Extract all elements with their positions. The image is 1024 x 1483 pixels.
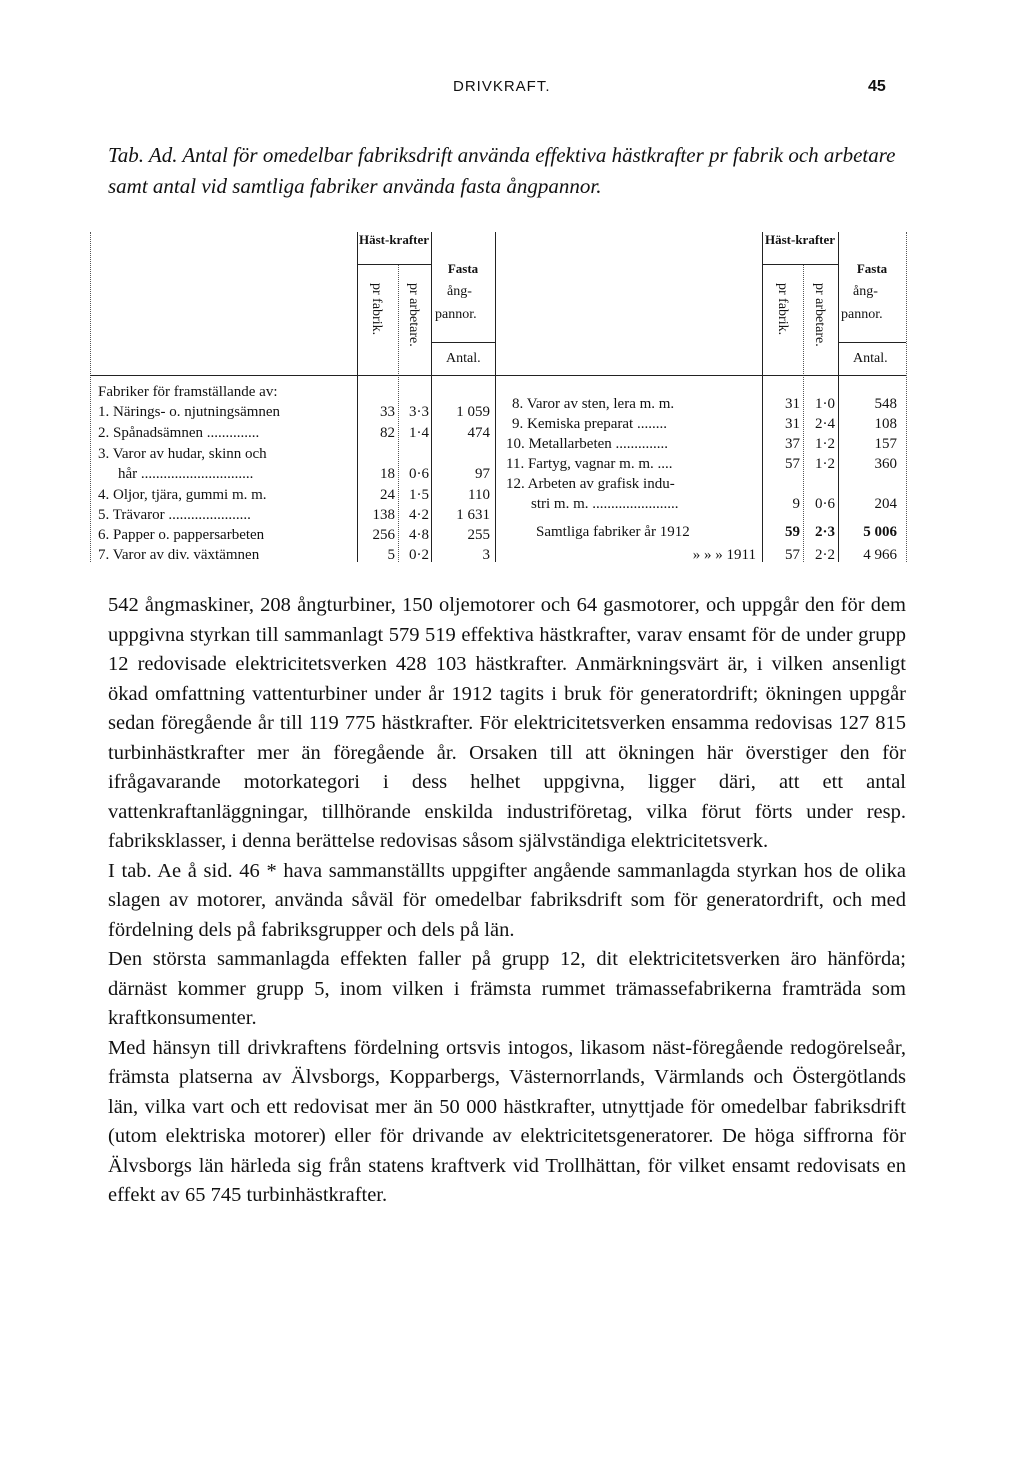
cell-pr-arbetare: 1·5 <box>409 487 429 503</box>
cell-pr-arbetare: 0·6 <box>815 496 835 512</box>
header-pr-fabrik: pr fabrik. <box>369 283 384 336</box>
cell-pr-arbetare: 1·2 <box>815 456 835 472</box>
row-label: 11. Fartyg, vagnar m. m. .... <box>506 456 673 472</box>
row-label: stri m. m. ....................... <box>531 496 679 512</box>
header-hastkrafter: Häst-krafter <box>358 232 430 247</box>
cell-pr-arbetare: 1·4 <box>409 425 429 441</box>
cell-pr-fabrik: 31 <box>785 416 800 432</box>
caption-text: Antal för omedelbar fabriksdrift använda effektiva hästkrafter pr fabrik och arbetare samt antal vid samtliga fabriker använda fasta ångpannor. <box>108 143 896 198</box>
paragraph: 542 ångmaskiner, 208 ångturbiner, 150 oljemotorer och 64 gasmotorer, och uppgår den för dem uppgivna styrkan till sammanlagt 579 519 effektiva hästkrafter, varav ensamt för de under grupp 12 redovisade elektricitetsverken 428 103 hästkrafter. Anmärkningsvärt är, i vilken ansenligt ökad omfattning vattenturbiner under år 1912 tagits i bruk för generatordrift; ökningen uppgår sedan föregående år till 119 775 hästkrafter. För elektricitetsverken ensamma redovisas 127 815 turbinhästkrafter mer än föregående år. Orsaken till att ökningen här överstiger den för ifrågavarande motorkategori i dess helhet uppgivna, ligger däri, att ett antal vattenkraftanläggningar, tillhörande enskilda industriföretag, vilka förut förts under resp. fabriksklasser, i denna berättelse redovisas såsom självständiga elektricitetsverk. <box>108 594 906 852</box>
header-pr-arbetare: pr arbetare. <box>406 283 421 347</box>
cell-antal: 1 631 <box>456 507 490 523</box>
left-group-title: Fabriker för framställande av: <box>98 384 278 400</box>
cell-pr-arbetare: 0·6 <box>409 466 429 482</box>
cell-pr-arbetare: 2·3 <box>814 524 835 540</box>
row-label: 4. Oljor, tjära, gummi m. m. <box>98 487 267 503</box>
cell-pr-arbetare: 3·3 <box>409 404 429 420</box>
cell-pr-fabrik: 18 <box>380 466 395 482</box>
table-rule <box>357 264 431 265</box>
power-table <box>0 0 1024 580</box>
cell-antal: 4 966 <box>863 547 897 563</box>
cell-pr-fabrik: 37 <box>785 436 800 452</box>
page-number: 45 <box>868 78 886 95</box>
row-label: 6. Papper o. pappersarbeten <box>98 527 265 543</box>
row-label: 5. Trävaror ...................... <box>98 507 251 523</box>
row-label: 9. Kemiska preparat ........ <box>512 416 667 432</box>
cell-antal: 5 006 <box>863 524 897 540</box>
row-label: 2. Spånadsämnen .............. <box>98 425 260 441</box>
cell-pr-fabrik: 138 <box>372 507 395 523</box>
paragraph: I tab. Ae å sid. 46 * hava sammanställts uppgifter angående sammanlagda styrkan hos de olika slagen av motorer, använda såväl för omedelbar fabriksdrift som för generatordrift, och med fördelning dels på fabriksgrupper och dels på län. <box>108 859 906 941</box>
cell-pr-arbetare: 2·4 <box>815 416 835 432</box>
cell-pr-fabrik: 24 <box>380 487 395 503</box>
cell-pr-fabrik: 256 <box>372 527 395 543</box>
header-fasta: Fasta <box>447 261 479 276</box>
cell-pr-fabrik: 57 <box>785 547 800 563</box>
header-pr-fabrik-right: pr fabrik. <box>775 283 790 336</box>
cell-antal: 110 <box>468 487 490 503</box>
cell-pr-arbetare: 2·2 <box>815 547 835 563</box>
cell-pr-arbetare: 4·8 <box>409 527 429 543</box>
header-ang-right: ång- <box>853 284 878 299</box>
header-hastkrafter-right: Häst-krafter <box>764 232 836 247</box>
body-text <box>108 591 906 1211</box>
cell-antal: 108 <box>874 416 897 432</box>
header-pannor: pannor. <box>435 307 477 322</box>
row-label: Samtliga fabriker år 1912 <box>536 524 690 540</box>
cell-pr-fabrik: 82 <box>380 425 395 441</box>
table-rule <box>495 232 496 562</box>
cell-pr-fabrik: 9 <box>792 496 800 512</box>
cell-pr-fabrik: 59 <box>785 524 800 540</box>
row-label: » » » 1911 <box>692 547 756 563</box>
header-fasta-right: Fasta <box>856 261 888 276</box>
table-rule <box>90 232 91 562</box>
table-rule <box>90 375 906 376</box>
paragraph: Den största sammanlagda effekten faller på grupp 12, dit elektricitetsverken äro hänförda; därnäst kommer grupp 5, inom vilken i främsta rummet trämassefabrikerna framträda som kraftkonsumenter. <box>108 948 906 1029</box>
table-rule <box>906 232 907 562</box>
cell-pr-arbetare: 1·0 <box>815 396 835 412</box>
header-antal-right: Antal. <box>853 351 888 366</box>
cell-antal: 3 <box>482 547 490 563</box>
row-label: 3. Varor av hudar, skinn och <box>98 446 267 462</box>
header-pr-arbetare-right: pr arbetare. <box>812 283 827 347</box>
cell-pr-arbetare: 4·2 <box>409 507 429 523</box>
cell-antal: 255 <box>467 527 490 543</box>
cell-antal: 97 <box>475 466 490 482</box>
cell-antal: 157 <box>874 436 897 452</box>
cell-antal: 474 <box>467 425 490 441</box>
running-title: DRIVKRAFT. <box>453 78 551 95</box>
row-label: 7. Varor av div. växtämnen <box>98 547 260 563</box>
cell-antal: 360 <box>874 456 897 472</box>
row-label: 1. Närings- o. njutningsämnen <box>98 404 281 420</box>
table-rule <box>431 342 495 343</box>
header-antal: Antal. <box>446 351 481 366</box>
table-rule <box>838 342 906 343</box>
row-label: 12. Arbeten av grafisk indu- <box>506 476 675 492</box>
paragraph: Med hänsyn till drivkraftens fördelning ortsvis intogos, likasom näst-föregående redogörelseår, främsta platserna av Älvsborgs, Kopparbergs, Västernorrlands, Värmlands och Östergötlands län, vilka vart och ett redovisat mer än 50 000 hästkrafter, utnyttjade för omedelbar fabriksdrift (utom elektriska motorer) eller för drivande av elektricitetsgeneratorer. De höga siffrorna för Älvsborgs län härleda sig från statens kraftverk vid Trollhättan, för vilket ensamt redovisats en effekt av 65 745 turbinhästkrafter. <box>108 1036 906 1206</box>
caption-prefix: Tab. Ad. <box>108 143 178 167</box>
row-label: 10. Metallarbeten .............. <box>506 436 669 452</box>
cell-pr-fabrik: 33 <box>380 404 395 420</box>
cell-pr-arbetare: 0·2 <box>409 547 429 563</box>
cell-antal: 1 059 <box>456 404 490 420</box>
cell-pr-fabrik: 31 <box>785 396 800 412</box>
cell-pr-arbetare: 1·2 <box>815 436 835 452</box>
table-rule <box>762 264 838 265</box>
cell-pr-fabrik: 5 <box>387 547 395 563</box>
row-label: hår .............................. <box>118 466 254 482</box>
cell-pr-fabrik: 57 <box>785 456 800 472</box>
cell-antal: 548 <box>874 396 897 412</box>
header-ang: ång- <box>447 284 472 299</box>
row-label: 8. Varor av sten, lera m. m. <box>512 396 675 412</box>
table-rule <box>803 265 804 562</box>
cell-antal: 204 <box>874 496 897 512</box>
header-pannor-right: pannor. <box>841 307 883 322</box>
